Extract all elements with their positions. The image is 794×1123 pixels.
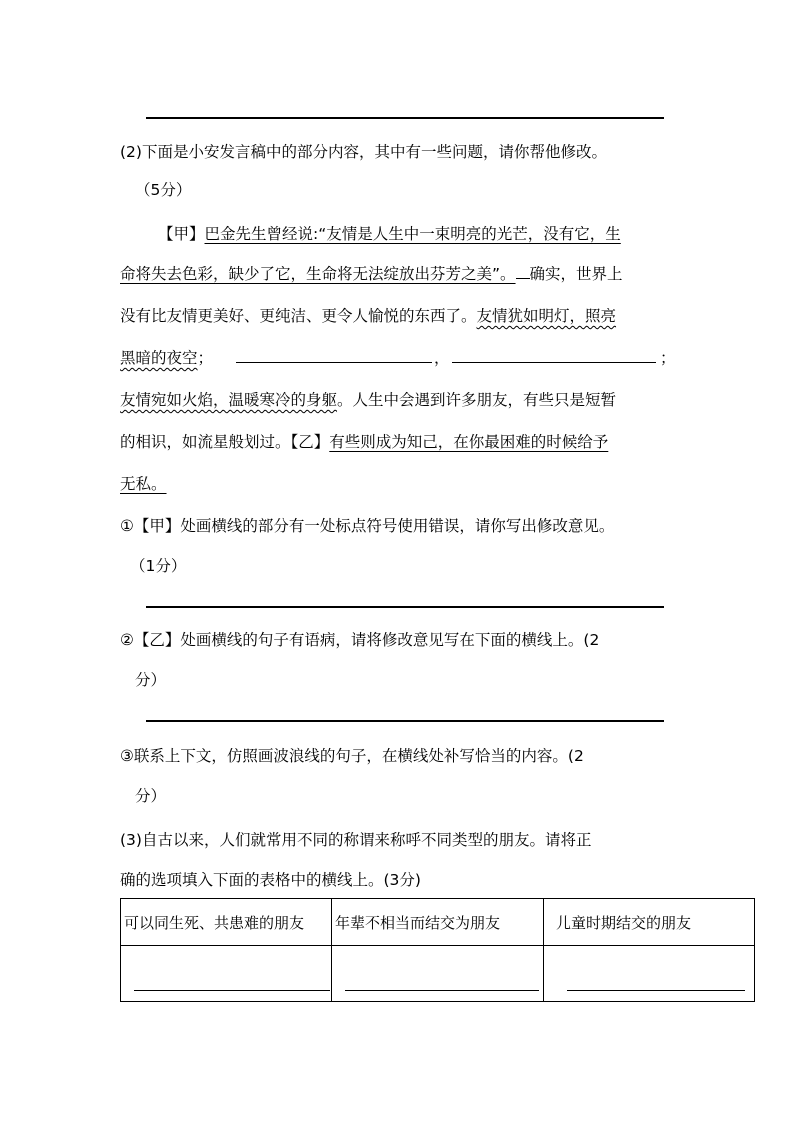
subquestion-3: ③联系上下文，仿照画波浪线的句子，在横线处补写恰当的内容。(2 [120, 747, 584, 765]
table-header-cell-1: 可以同生死、共患难的朋友 [121, 899, 332, 946]
passage-line-2 [120, 264, 623, 284]
answer-line-2[interactable] [146, 720, 664, 722]
passage-line-7 [120, 474, 167, 494]
fill-blank-2[interactable] [452, 348, 656, 363]
jia-underlined-quote-2: 命将失去色彩，缺少了它，生命将无法绽放出芬芳之美”。 [120, 265, 516, 283]
passage-line-4 [120, 348, 213, 368]
table-answer-cell-3[interactable] [544, 946, 755, 1002]
jia-underlined-quote-1: 巴金先生曾经说:“友情是人生中一束明亮的光芒，没有它，生 [204, 225, 621, 243]
yi-underlined-sentence-end: 无私。 [120, 475, 167, 493]
answer-line-top[interactable] [146, 117, 664, 119]
question-2-prompt: (2)下面是小安发言稿中的部分内容，其中有一些问题，请你帮他修改。 [120, 143, 607, 161]
wavy-sentence-2: 友情宛如火焰，温暖寒冷的身躯 [120, 391, 338, 409]
subquestion-1-points: （1分） [130, 557, 187, 575]
fill-blank-1[interactable] [236, 348, 432, 363]
table-header-row [121, 899, 755, 946]
yi-underlined-sentence: 有些则成为知己，在你最困难的时候给予 [329, 433, 609, 451]
table-answer-row [121, 946, 755, 1002]
subquestion-2: ②【乙】处画横线的句子有语病，请将修改意见写在下面的横线上。(2 [120, 631, 600, 649]
answer-line-1[interactable] [146, 606, 664, 608]
question-2-points: （5分） [135, 181, 192, 199]
comma: ， [434, 349, 450, 367]
question-3-line-2: 确的选项填入下面的表格中的横线上。(3分) [120, 871, 421, 889]
separator-1: ； [197, 349, 214, 367]
passage-line-3-text: 没有比友情更美好、更纯洁、更令人愉悦的东西了。 [120, 307, 477, 325]
subquestion-2-points: 分） [135, 671, 167, 689]
mark-yi: 【乙】 [290, 433, 330, 451]
passage-line-5 [120, 390, 616, 410]
passage-line-6 [120, 432, 608, 452]
passage-line-3 [120, 306, 616, 326]
answer-blank-3[interactable] [567, 990, 745, 991]
passage-line-2-rest: 确实，世界上 [529, 265, 623, 283]
question-3-line-1: (3)自古以来，人们就常用不同的称谓来称呼不同类型的朋友。请将正 [120, 831, 592, 849]
table-answer-cell-1[interactable] [121, 946, 332, 1002]
wavy-sentence-1b: 黑暗的夜空 [120, 349, 198, 367]
table-answer-cell-2[interactable] [332, 946, 544, 1002]
short-blank [516, 264, 530, 279]
subquestion-3-points: 分） [135, 787, 167, 805]
mark-jia: 【甲】 [158, 225, 205, 243]
passage-line-1 [158, 224, 621, 244]
subquestion-1: ①【甲】处画横线的部分有一处标点符号使用错误，请你写出修改意见。 [120, 517, 615, 535]
answer-blank-2[interactable] [345, 990, 539, 991]
answer-blank-1[interactable] [134, 990, 330, 991]
passage-line-6-text: 的相识，如流星般划过。 [120, 433, 291, 451]
table-header-cell-3: 儿童时期结交的朋友 [544, 899, 755, 946]
table-header-cell-2: 年辈不相当而结交为朋友 [332, 899, 544, 946]
passage-line-5-rest: 。人生中会遇到许多朋友，有些只是短暂 [337, 391, 617, 409]
friend-type-table [120, 898, 755, 1002]
separator-2: ； [660, 349, 676, 367]
wavy-sentence-1a: 友情犹如明灯，照亮 [476, 307, 617, 325]
